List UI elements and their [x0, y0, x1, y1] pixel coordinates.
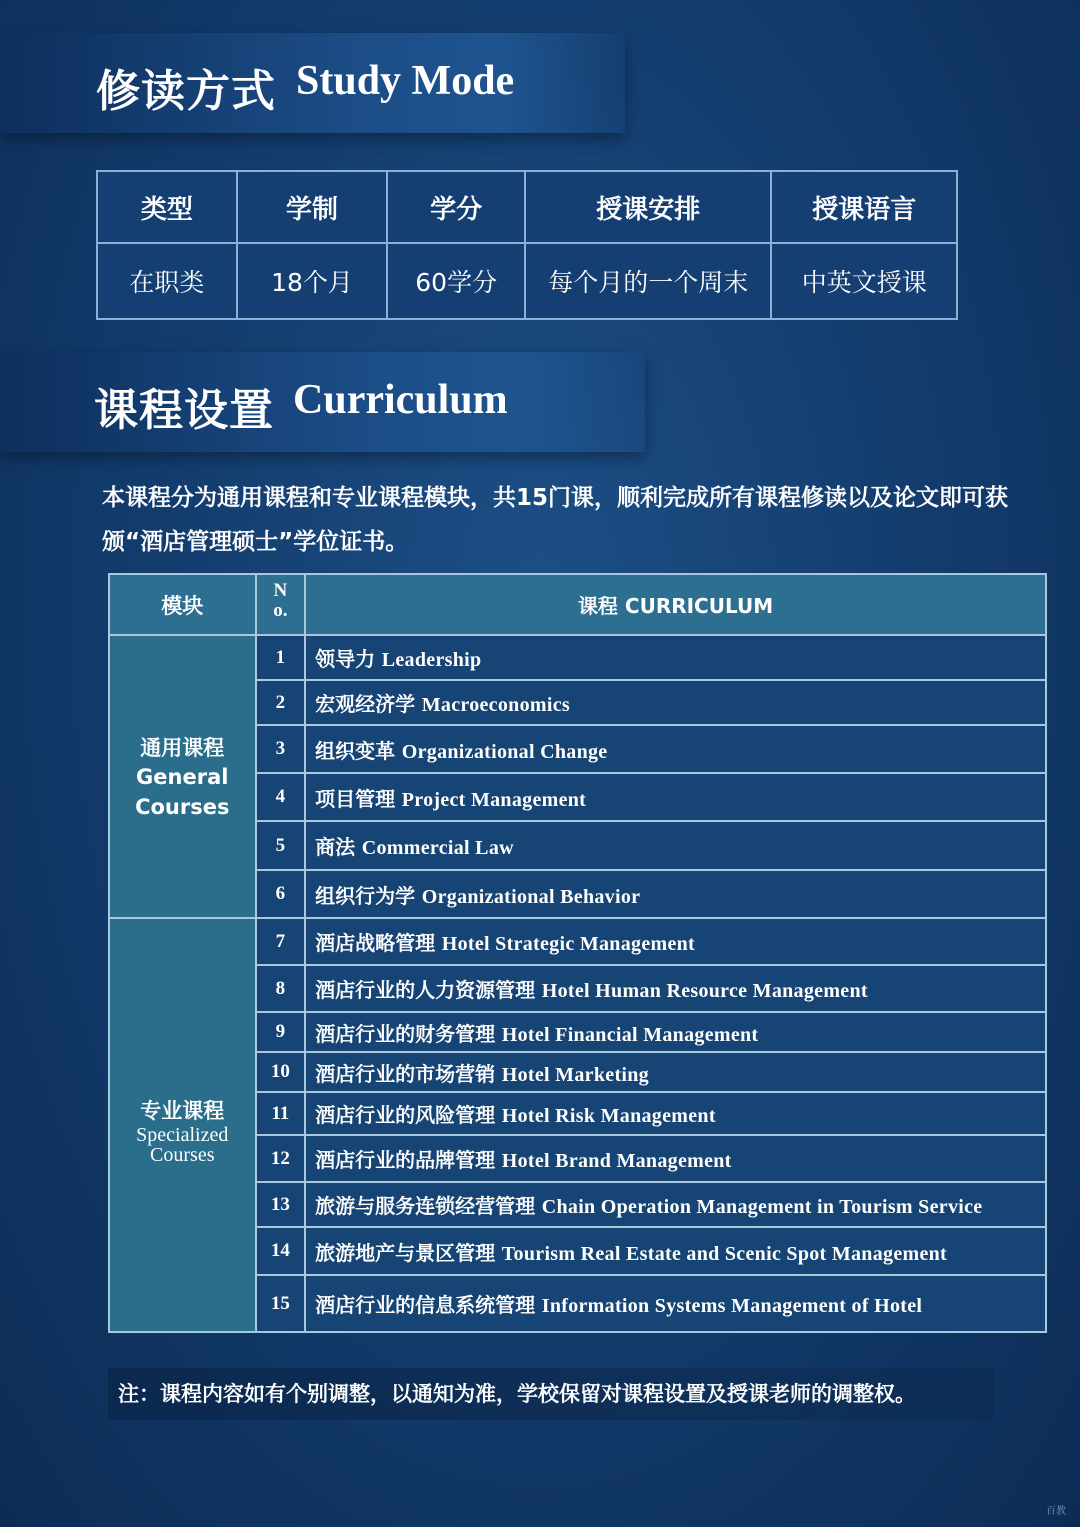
- course-name-en: Hotel Brand Management: [501, 1150, 732, 1172]
- footnote: 注：课程内容如有个别调整，以通知为准，学校保留对课程设置及授课老师的调整权。: [108, 1368, 994, 1420]
- header-no: [256, 574, 306, 635]
- course-name-zh: 酒店行业的品牌管理: [315, 1148, 496, 1172]
- course-number: 8: [256, 965, 306, 1012]
- course-name-en: Chain Operation Management in Tourism Service: [541, 1196, 983, 1218]
- course-number: 10: [256, 1052, 306, 1092]
- course-name-zh: 酒店行业的风险管理: [315, 1103, 496, 1127]
- course-name-en: Organizational Behavior: [421, 885, 641, 908]
- value-schedule: 每个月的一个周末: [525, 243, 771, 319]
- course-name-en: Commercial Law: [361, 837, 514, 859]
- course-name: [305, 1012, 1046, 1052]
- study-mode-value-row: [97, 243, 957, 319]
- course-name: [305, 1052, 1046, 1092]
- course-name: [305, 680, 1046, 725]
- course-row: [109, 635, 1046, 680]
- course-number: 7: [256, 918, 306, 965]
- course-number: 3: [256, 725, 306, 773]
- course-name: [305, 773, 1046, 821]
- course-name-en: Hotel Marketing: [501, 1063, 649, 1086]
- course-name-en: Information Systems Management of Hotel: [541, 1295, 923, 1317]
- course-number: 9: [256, 1012, 306, 1052]
- course-name-en: Macroeconomics: [421, 694, 570, 716]
- course-name: [305, 918, 1046, 965]
- header-course: 课程 CURRICULUM: [305, 574, 1046, 635]
- watermark: 百教: [1046, 1506, 1066, 1517]
- course-number: 12: [256, 1135, 306, 1182]
- value-type: 在职类: [97, 243, 237, 319]
- course-name-zh: 酒店行业的信息系统管理: [315, 1293, 536, 1317]
- course-name-en: Hotel Risk Management: [501, 1105, 716, 1127]
- header-credits: 学分: [387, 171, 525, 243]
- header-no-text: No.: [273, 580, 288, 621]
- course-name-en: Organizational Change: [401, 740, 608, 763]
- study-mode-banner: [0, 33, 625, 133]
- general-module-label-en: General Courses: [135, 764, 230, 819]
- course-number: 11: [256, 1092, 306, 1135]
- value-language: 中英文授课: [771, 243, 957, 319]
- header-schedule: 授课安排: [525, 171, 771, 243]
- specialized-module-label-en: Specialized Courses: [136, 1124, 229, 1166]
- course-name: [305, 821, 1046, 870]
- header-type: 类型: [97, 171, 237, 243]
- header-duration: 学制: [237, 171, 388, 243]
- curriculum-banner: [0, 352, 645, 452]
- course-name: [305, 870, 1046, 918]
- course-name-en: Project Management: [401, 788, 587, 811]
- course-name-en: Leadership: [381, 649, 482, 671]
- course-number: 13: [256, 1182, 306, 1227]
- value-duration: 18个月: [237, 243, 388, 319]
- course-number: 4: [256, 773, 306, 821]
- course-number: 15: [256, 1275, 306, 1332]
- course-name: [305, 1135, 1046, 1182]
- course-name-zh: 酒店战略管理: [315, 931, 436, 955]
- curriculum-table: [108, 573, 1047, 1333]
- study-mode-title-zh: 修读方式: [96, 66, 276, 117]
- header-language: 授课语言: [771, 171, 957, 243]
- study-mode-title-en: Study Mode: [296, 58, 515, 104]
- course-name: [305, 1092, 1046, 1135]
- specialized-module-label-zh: 专业课程: [140, 1099, 225, 1123]
- course-name: [305, 1182, 1046, 1227]
- course-name-zh: 宏观经济学: [315, 692, 416, 716]
- course-name: [305, 1227, 1046, 1275]
- course-name: [305, 1275, 1046, 1332]
- course-name-zh: 酒店行业的市场营销: [315, 1061, 496, 1086]
- course-name-zh: 项目管理: [315, 786, 396, 811]
- specialized-module-cell: [109, 918, 256, 1332]
- course-name-en: Hotel Financial Management: [501, 1023, 759, 1046]
- general-module-cell: [109, 635, 256, 918]
- course-row: [109, 918, 1046, 965]
- course-name-zh: 组织行为学: [315, 883, 416, 908]
- curriculum-header-row: [109, 574, 1046, 635]
- course-name: [305, 635, 1046, 680]
- course-number: 5: [256, 821, 306, 870]
- value-credits: 60学分: [387, 243, 525, 319]
- study-mode-table: [96, 170, 958, 320]
- curriculum-title-zh: 课程设置: [94, 385, 274, 436]
- course-name-en: Tourism Real Estate and Scenic Spot Management: [501, 1242, 948, 1265]
- course-name: [305, 965, 1046, 1012]
- course-name: [305, 725, 1046, 773]
- header-module: 模块: [109, 574, 256, 635]
- course-number: 6: [256, 870, 306, 918]
- course-number: 1: [256, 635, 306, 680]
- curriculum-intro: 本课程分为通用课程和专业课程模块，共15门课，顺利完成所有课程修读以及论文即可获颁“酒店管理硕士”学位证书。: [102, 485, 1009, 555]
- course-number: 2: [256, 680, 306, 725]
- course-name-zh: 旅游与服务连锁经营管理: [315, 1194, 536, 1218]
- general-module-label-zh: 通用课程: [140, 735, 225, 760]
- curriculum-title-en: Curriculum: [293, 377, 508, 423]
- course-name-en: Hotel Strategic Management: [441, 933, 696, 955]
- course-name-zh: 组织变革: [315, 738, 396, 763]
- course-name-zh: 领导力: [315, 647, 376, 671]
- course-name-zh: 商法: [315, 835, 356, 859]
- course-number: 14: [256, 1227, 306, 1275]
- course-name-en: Hotel Human Resource Management: [541, 980, 868, 1002]
- course-name-zh: 旅游地产与景区管理: [315, 1240, 496, 1265]
- course-name-zh: 酒店行业的财务管理: [315, 1021, 496, 1046]
- course-name-zh: 酒店行业的人力资源管理: [315, 978, 536, 1002]
- study-mode-header-row: [97, 171, 957, 243]
